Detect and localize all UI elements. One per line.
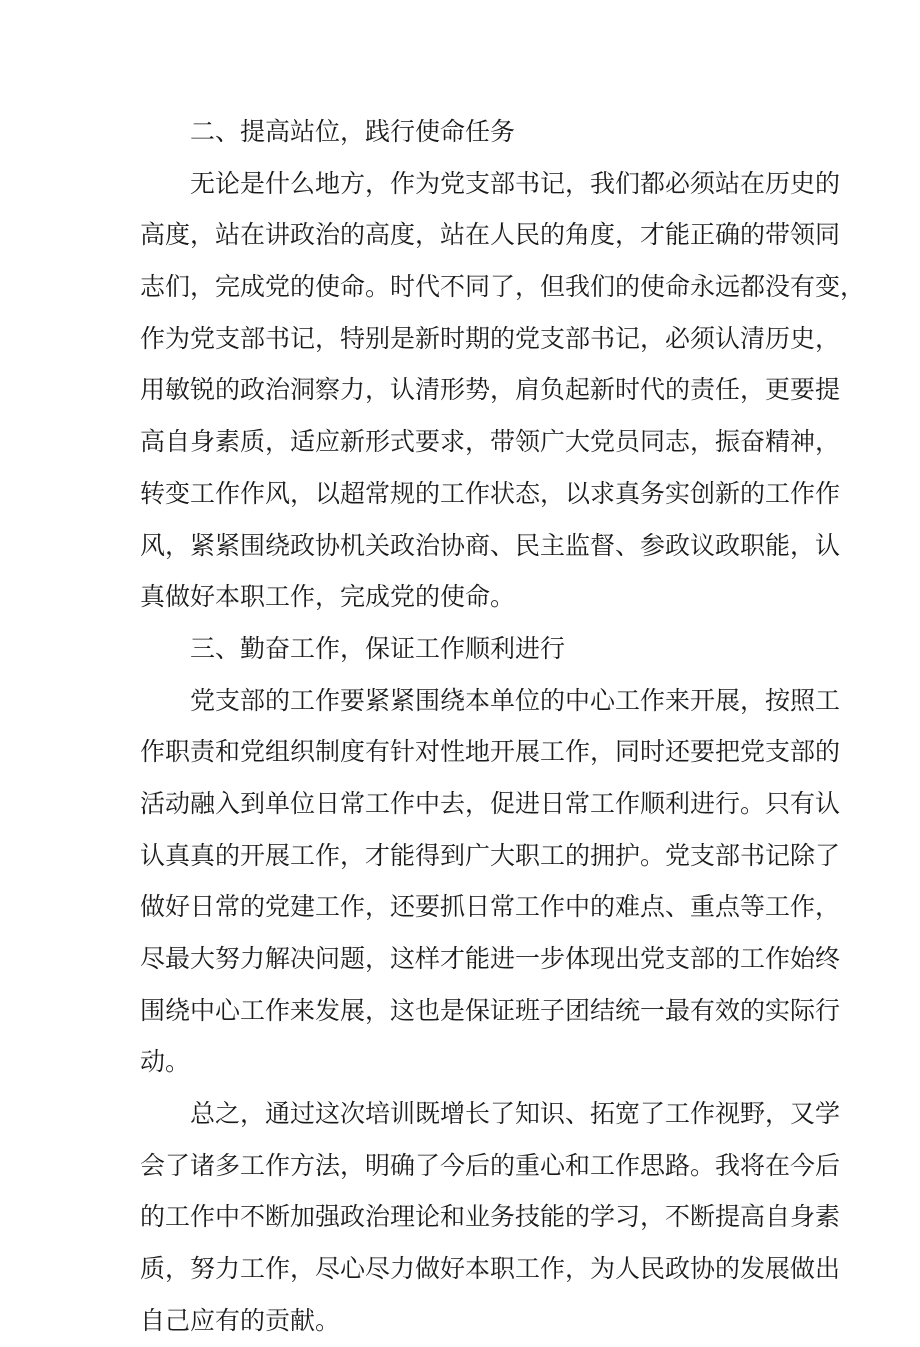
section-heading-2: 二、提高站位，践行使命任务 <box>190 117 516 146</box>
paragraph-line: 党支部的工作要紧紧围绕本单位的中心工作来开展，按照工 <box>190 685 841 715</box>
paragraph-line: 作为党支部书记，特别是新时期的党支部书记，必须认清历史， <box>140 323 841 353</box>
section-heading-3: 三、勤奋工作，保证工作顺利进行 <box>190 633 566 663</box>
paragraph-line: 无论是什么地方，作为党支部书记，我们都必须站在历史的 <box>190 168 841 198</box>
paragraph-line: 的工作中不断加强政治理论和业务技能的学习，不断提高自身素 <box>140 1202 841 1232</box>
paragraph-line: 高度，站在讲政治的高度，站在人民的角度，才能正确的带领同 <box>140 220 841 250</box>
paragraph-line: 高自身素质，适应新形式要求，带领广大党员同志，振奋精神， <box>140 427 841 457</box>
paragraph-line: 风，紧紧围绕政协机关政治协商、民主监督、参政议政职能，认 <box>140 530 841 560</box>
paragraph-line: 质，努力工作，尽心尽力做好本职工作，为人民政协的发展做出 <box>140 1254 841 1284</box>
paragraph-line: 自己应有的贡献。 <box>140 1305 341 1335</box>
paragraph-line: 围绕中心工作来发展，这也是保证班子团结统一最有效的实际行 <box>140 995 841 1025</box>
paragraph-line: 用敏锐的政治洞察力，认清形势，肩负起新时代的责任，更要提 <box>140 375 841 405</box>
paragraph-line: 转变工作作风，以超常规的工作状态，以求真务实创新的工作作 <box>140 478 841 508</box>
paragraph-line: 会了诸多工作方法，明确了今后的重心和工作思路。我将在今后 <box>140 1150 841 1180</box>
paragraph-line: 做好日常的党建工作，还要抓日常工作中的难点、重点等工作， <box>140 892 841 922</box>
paragraph-line: 总之，通过这次培训既增长了知识、拓宽了工作视野，又学 <box>190 1099 841 1129</box>
paragraph-line: 尽最大努力解决问题，这样才能进一步体现出党支部的工作始终 <box>140 944 841 973</box>
paragraph-line: 真做好本职工作，完成党的使命。 <box>140 582 516 612</box>
paragraph-line: 作职责和党组织制度有针对性地开展工作，同时还要把党支部的 <box>140 737 841 767</box>
document-body <box>140 106 866 1347</box>
paragraph-line: 志们，完成党的使命。时代不同了，但我们的使命永远都没有变， <box>140 272 866 302</box>
paragraph-line: 认真真的开展工作，才能得到广大职工的拥护。党支部书记除了 <box>140 840 841 870</box>
paragraph-line: 活动融入到单位日常工作中去，促进日常工作顺利进行。只有认 <box>140 788 841 818</box>
paragraph-line: 动。 <box>140 1047 191 1077</box>
